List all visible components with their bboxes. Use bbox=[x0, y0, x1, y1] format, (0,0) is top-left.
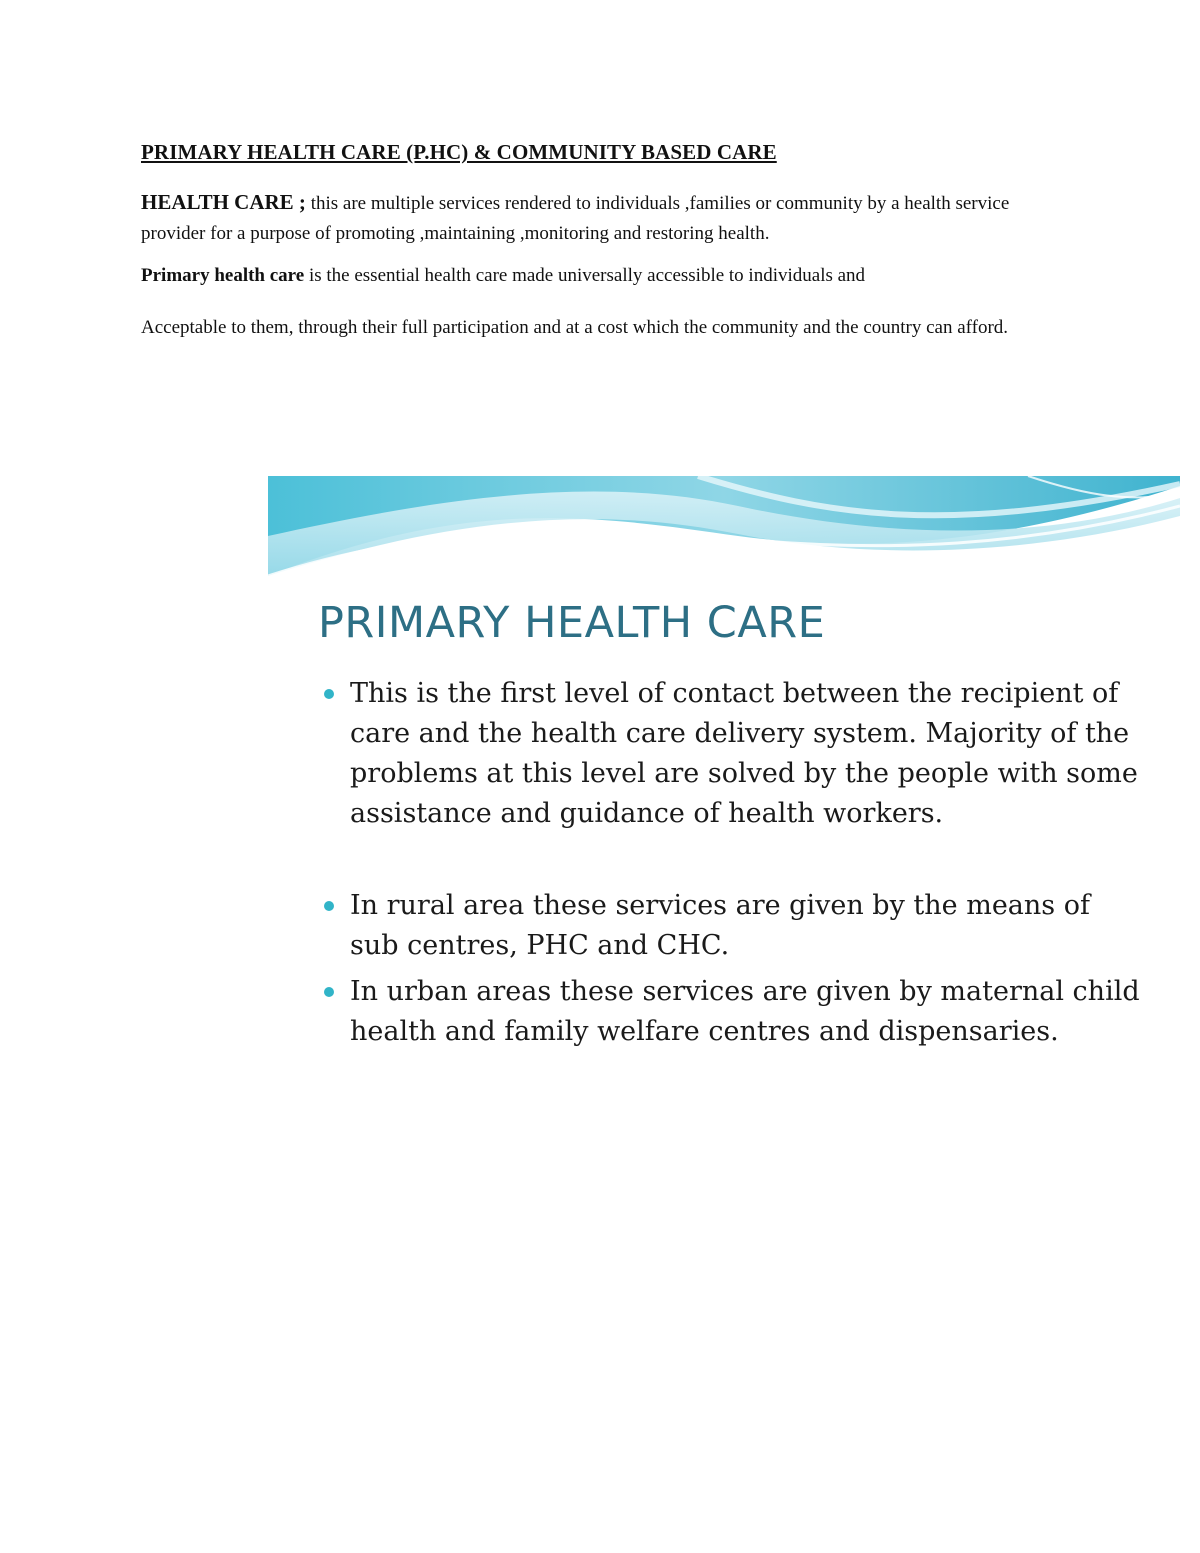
bullet-dot-icon bbox=[324, 901, 334, 911]
health-care-paragraph bbox=[141, 187, 1061, 249]
phc-definition: is the essential health care made universally accessible to individuals and bbox=[304, 265, 866, 286]
slide-wave-header bbox=[268, 476, 1180, 586]
slide-bullet bbox=[324, 972, 1144, 1052]
slide-bullet bbox=[324, 674, 1144, 834]
bullet-dot-icon bbox=[324, 987, 334, 997]
phc-continuation-paragraph: Acceptable to them, through their full participation and at a cost which the community and the country can afford. bbox=[141, 317, 1009, 338]
slide-image bbox=[268, 476, 1180, 1116]
slide-bullet-list bbox=[324, 674, 1144, 1052]
bullet-dot-icon bbox=[324, 689, 334, 699]
slide-bullet-text: This is the first level of contact between the recipient of care and the health care delivery system. Majority of the problems at this level are solved by the people with some assistance and guidance of health workers. bbox=[350, 678, 1138, 829]
slide-title: PRIMARY HEALTH CARE bbox=[318, 598, 826, 648]
slide-bullet bbox=[324, 886, 1144, 966]
document-body bbox=[141, 140, 1061, 355]
phc-paragraph bbox=[141, 261, 1061, 291]
slide-bullet-text: In urban areas these services are given by maternal child health and family welfare centres and dispensaries. bbox=[350, 976, 1140, 1047]
slide-bullet-text: In rural area these services are given by the means of sub centres, PHC and CHC. bbox=[350, 890, 1090, 961]
document-title: PRIMARY HEALTH CARE (P.HC) & COMMUNITY BASED CARE bbox=[141, 140, 777, 164]
phc-term: Primary health care bbox=[141, 265, 305, 286]
health-care-definition: this are multiple services rendered to individuals ,families or community by a health service provider for a purpose of promoting ,maintaining ,monitoring and restoring health. bbox=[141, 193, 1010, 244]
health-care-term: HEALTH CARE ; bbox=[141, 190, 306, 214]
